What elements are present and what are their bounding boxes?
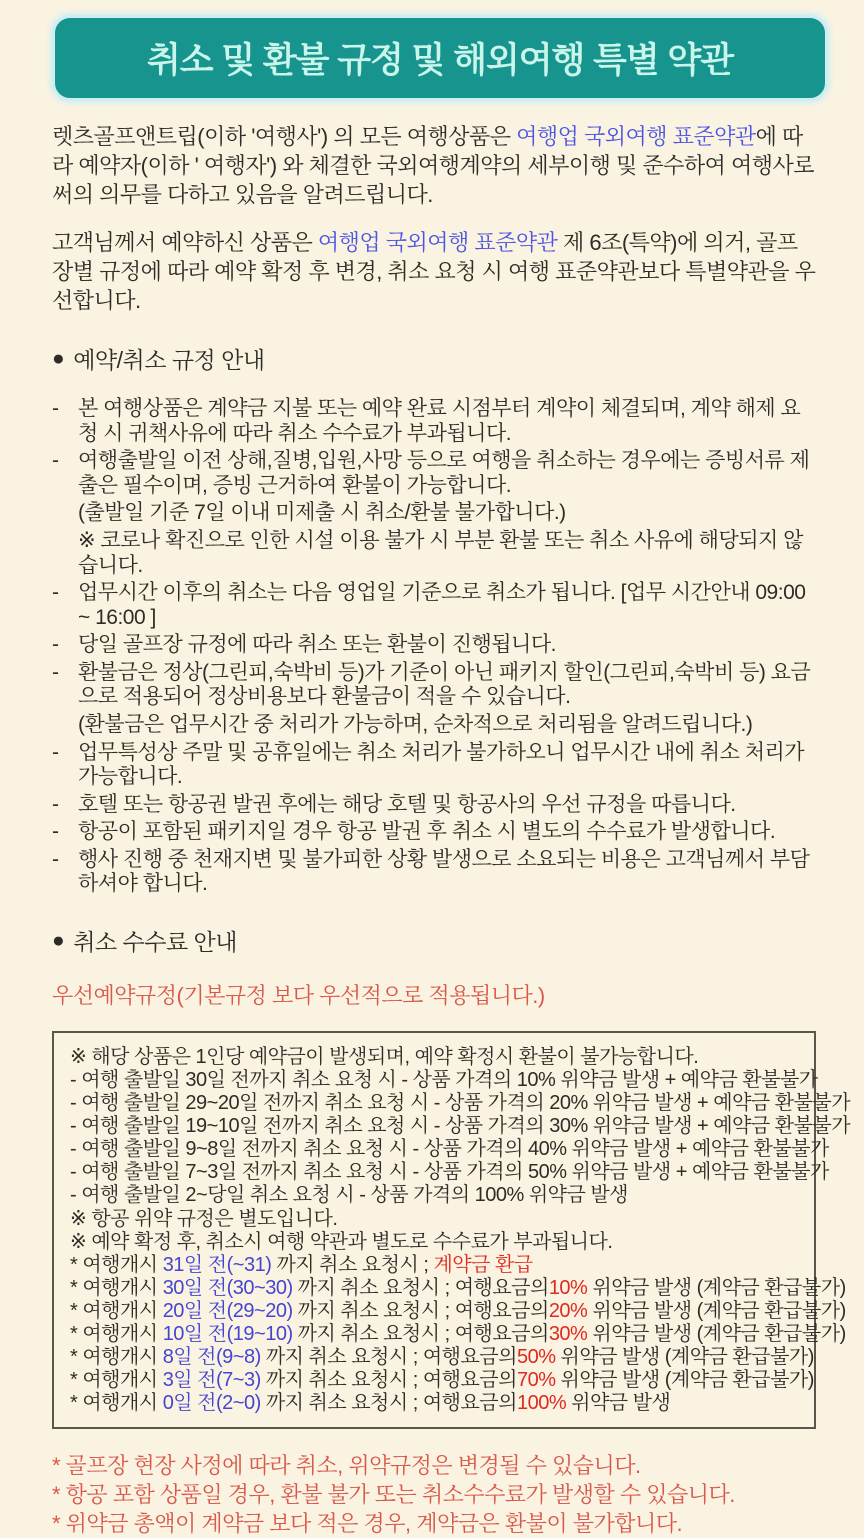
dash-marker: - [52, 633, 59, 657]
list-item-text [78, 449, 816, 498]
policy-line [70, 1046, 800, 1069]
list-item-text [78, 397, 816, 446]
list-item [52, 449, 816, 498]
highlight-text: 30% [548, 1323, 588, 1345]
highlight-text: 70% [516, 1369, 556, 1392]
bullet-icon: ● [52, 347, 65, 371]
bullet-icon: ● [52, 928, 65, 952]
dash-marker [52, 529, 78, 578]
dash-marker [52, 501, 78, 526]
page-title-banner [52, 15, 828, 101]
list-item-text [78, 820, 816, 845]
page-title: 취소 및 환불 규정 및 해외여행 특별 약관 [146, 41, 734, 80]
list-item [52, 741, 816, 790]
list-item [52, 848, 816, 897]
highlight-text: 8일 전(9~8) [162, 1346, 261, 1369]
text-segment: 에 따라 예약자(이하 ' 여행자') 와 체결한 국외여행계약의 세부이행 및 준수하여 여행사로써의 의무를 다하고 있음을 알려드립니다. [52, 124, 814, 208]
highlight-text: 20% [548, 1299, 588, 1322]
policy-line [70, 1254, 800, 1277]
list-item-text [78, 741, 816, 790]
list-item [52, 633, 816, 658]
highlight-text: 30일 전(30~30) [162, 1276, 293, 1299]
text-segment: - 여행 출발일 29~20일 전까지 취소 요청 시 - 상품 가격의 20% 위약금 발생 + 예약금 환불불가 [70, 1092, 851, 1115]
list-item [52, 793, 816, 818]
section-heading-label: 취소 수수료 안내 [73, 928, 237, 955]
policy-line [70, 1092, 851, 1115]
footer-note: * 골프장 현장 사정에 따라 취소, 위약규정은 변경될 수 있습니다. [52, 1453, 641, 1479]
highlight-text: 31일 전(~31) [162, 1253, 272, 1276]
text-segment: (환불금은 업무시간 중 처리가 가능하며, 순차적으로 처리됨을 알려드립니다.) [78, 712, 753, 736]
text-segment: * 여행개시 [70, 1276, 163, 1299]
text-segment: - 여행 출발일 30일 전까지 취소 요청 시 - 상품 가격의 10% 위약금 발생 + 예약금 환불불가 [70, 1068, 818, 1091]
policy-line [70, 1276, 846, 1300]
policy-line [70, 1068, 818, 1092]
list-item-text [78, 529, 816, 578]
dash-marker: - [52, 792, 59, 816]
intro-paragraph-1 [52, 122, 816, 209]
policy-line [70, 1346, 814, 1369]
highlight-text: 10일 전(19~10) [162, 1323, 293, 1345]
cancellation-fee-box [52, 1031, 851, 1430]
policy-line [70, 1392, 800, 1415]
dash-marker: - [52, 449, 59, 473]
highlight-text: 계약금 환급 [433, 1253, 533, 1276]
text-segment: 위약금 발생 (계약금 환급불가) [587, 1323, 846, 1345]
footer-note: * 위약금 총액이 계약금 보다 적은 경우, 계약금은 환불이 불가합니다. [52, 1511, 683, 1537]
text-segment: 위약금 발생 (계약금 환급불가) [555, 1346, 814, 1369]
section-heading-label: 예약/취소 규정 안내 [73, 347, 265, 374]
list-item [52, 581, 816, 630]
text-segment: 까지 취소 요청시 ; 여행요금의 [260, 1392, 517, 1415]
text-segment: 까지 취소 요청시 ; 여행요금의 [260, 1369, 517, 1392]
dash-marker: - [52, 660, 59, 684]
list-item [52, 820, 816, 845]
text-segment: - 여행 출발일 9~8일 전까지 취소 요청 시 - 상품 가격의 40% 위약금 발생 + 예약금 환불불가 [70, 1138, 829, 1161]
list-item [52, 529, 816, 578]
list-item-text [78, 633, 816, 658]
text-segment: 여행출발일 이전 상해,질병,입원,사망 등으로 여행을 취소하는 경우에는 증빙서류 제출은 필수이며, 증빙 근거하여 환불이 가능합니다. [78, 449, 810, 497]
highlight-text: 여행업 국외여행 표준약관 [516, 124, 756, 149]
text-segment: (출발일 기준 7일 이내 미제출 시 취소/환불 불가합니다.) [78, 501, 566, 525]
text-segment: 위약금 발생 (계약금 환급불가) [587, 1276, 846, 1299]
text-segment: 까지 취소 요청시 ; 여행요금의 [292, 1299, 549, 1322]
list-item-text [78, 661, 816, 710]
text-segment: ※ 예약 확정 후, 취소시 여행 약관과 별도로 수수료가 부과됩니다. [70, 1230, 613, 1253]
list-item [52, 661, 816, 710]
policy-line [70, 1161, 829, 1184]
text-segment: - 여행 출발일 2~당일 취소 요청 시 - 상품 가격의 100% 위약금 발생 [70, 1184, 628, 1207]
text-segment: 업무특성상 주말 및 공휴일에는 취소 처리가 불가하오니 업무시간 내에 취소 처리가 가능합니다. [78, 740, 805, 789]
text-segment: 호텔 또는 항공권 발권 후에는 해당 호텔 및 항공사의 우선 규정을 따릅니다. [78, 792, 736, 816]
policy-line [70, 1323, 846, 1346]
dash-marker [52, 713, 78, 738]
text-segment: 까지 취소 요청시 ; [271, 1253, 434, 1276]
list-item-text [78, 793, 816, 818]
footer-notes [52, 1451, 816, 1538]
policy-line [70, 1208, 800, 1231]
intro-paragraph-2 [52, 228, 816, 315]
text-segment: 까지 취소 요청시 ; 여행요금의 [260, 1346, 517, 1369]
footer-note: * 항공 포함 상품일 경우, 환불 불가 또는 취소수수료가 발생할 수 있습니다. [52, 1482, 735, 1508]
list-item-text [78, 848, 816, 897]
highlight-text: 여행업 국외여행 표준약관 [317, 230, 558, 256]
dash-marker: - [52, 847, 59, 871]
dash-marker: - [52, 397, 59, 421]
highlight-text: 50% [516, 1346, 556, 1369]
text-segment: ※ 항공 위약 규정은 별도입니다. [70, 1207, 338, 1230]
text-segment: 위약금 발생 [566, 1392, 671, 1415]
list-item-text [78, 581, 816, 630]
text-segment: 행사 진행 중 천재지변 및 불가피한 상황 발생으로 소요되는 비용은 고객님께서 부담하셔야 합니다. [78, 847, 810, 896]
text-segment: * 여행개시 [70, 1369, 163, 1392]
text-segment: 까지 취소 요청시 ; 여행요금의 [292, 1276, 549, 1299]
text-segment: ※ 코로나 확진으로 인한 시설 이용 불가 시 부분 환불 또는 취소 사유에 해당되지 않습니다. [78, 529, 803, 577]
text-segment: 까지 취소 요청시 ; 여행요금의 [292, 1323, 549, 1345]
priority-rule-heading: 우선예약규정(기본규정 보다 우선적으로 적용됩니다.) [52, 982, 545, 1008]
highlight-text: 10% [548, 1276, 588, 1299]
highlight-text: 20일 전(29~20) [162, 1299, 293, 1322]
dash-marker: - [52, 740, 59, 764]
policy-line [70, 1231, 800, 1254]
list-item [52, 713, 816, 738]
list-item-text [78, 501, 816, 526]
list-item [52, 397, 816, 446]
text-segment: 항공이 포함된 패키지일 경우 항공 발권 후 취소 시 별도의 수수료가 발생합니다. [78, 820, 776, 844]
text-segment: * 여행개시 [70, 1323, 163, 1345]
text-segment: - 여행 출발일 7~3일 전까지 취소 요청 시 - 상품 가격의 50% 위약금 발생 + 예약금 환불불가 [70, 1161, 829, 1184]
section-heading-cancel-fee [52, 924, 816, 957]
highlight-text: 0일 전(2~0) [162, 1392, 261, 1415]
policy-line [70, 1138, 829, 1161]
highlight-text: 100% [516, 1392, 567, 1415]
text-segment: 위약금 발생 (계약금 환급불가) [555, 1369, 814, 1392]
list-item-text [78, 713, 816, 738]
text-segment: ※ 해당 상품은 1인당 예약금이 발생되며, 예약 확정시 환불이 불가능합니다. [70, 1045, 699, 1068]
text-segment: 제 6조(특약)에 의거, 골프장별 규정에 따라 예약 확정 후 변경, 취소 요청 시 여행 표준약관보다 특별약관을 우선합니다. [52, 230, 816, 314]
text-segment: 렛츠골프앤트립(이하 '여행사') 의 모든 여행상품은 [52, 124, 517, 149]
section-heading-reservation-cancel [52, 342, 816, 375]
text-segment: 고객님께서 예약하신 상품은 [52, 230, 318, 256]
policy-line [70, 1184, 800, 1207]
text-segment: * 여행개시 [70, 1253, 163, 1276]
text-segment: 위약금 발생 (계약금 환급불가) [587, 1299, 846, 1322]
policy-line [70, 1299, 846, 1323]
text-segment: 본 여행상품은 계약금 지불 또는 예약 완료 시점부터 계약이 체결되며, 계약 해제 요청 시 귀책사유에 따라 취소 수수료가 부과됩니다. [78, 397, 801, 445]
notice-list [52, 397, 816, 897]
dash-marker: - [52, 820, 59, 844]
policy-line [70, 1369, 814, 1392]
text-segment: - 여행 출발일 19~10일 전까지 취소 요청 시 - 상품 가격의 30% 위약금 발생 + 예약금 환불불가 [70, 1115, 851, 1138]
dash-marker: - [52, 581, 59, 605]
list-item [52, 501, 816, 526]
text-segment: * 여행개시 [70, 1346, 163, 1369]
text-segment: 당일 골프장 규정에 따라 취소 또는 환불이 진행됩니다. [78, 633, 556, 657]
text-segment: 업무시간 이후의 취소는 다음 영업일 기준으로 취소가 됩니다. [업무 시간안내 09:00 ~ 16:00 ] [78, 581, 806, 629]
text-segment: * 여행개시 [70, 1299, 163, 1322]
highlight-text: 3일 전(7~3) [162, 1369, 261, 1392]
text-segment: * 여행개시 [70, 1392, 163, 1415]
text-segment: 환불금은 정상(그린피,숙박비 등)가 기준이 아닌 패키지 할인(그린피,숙박비 등) 요금으로 적용되어 정상비용보다 환불금이 적을 수 있습니다. [78, 660, 811, 709]
policy-line [70, 1115, 851, 1138]
